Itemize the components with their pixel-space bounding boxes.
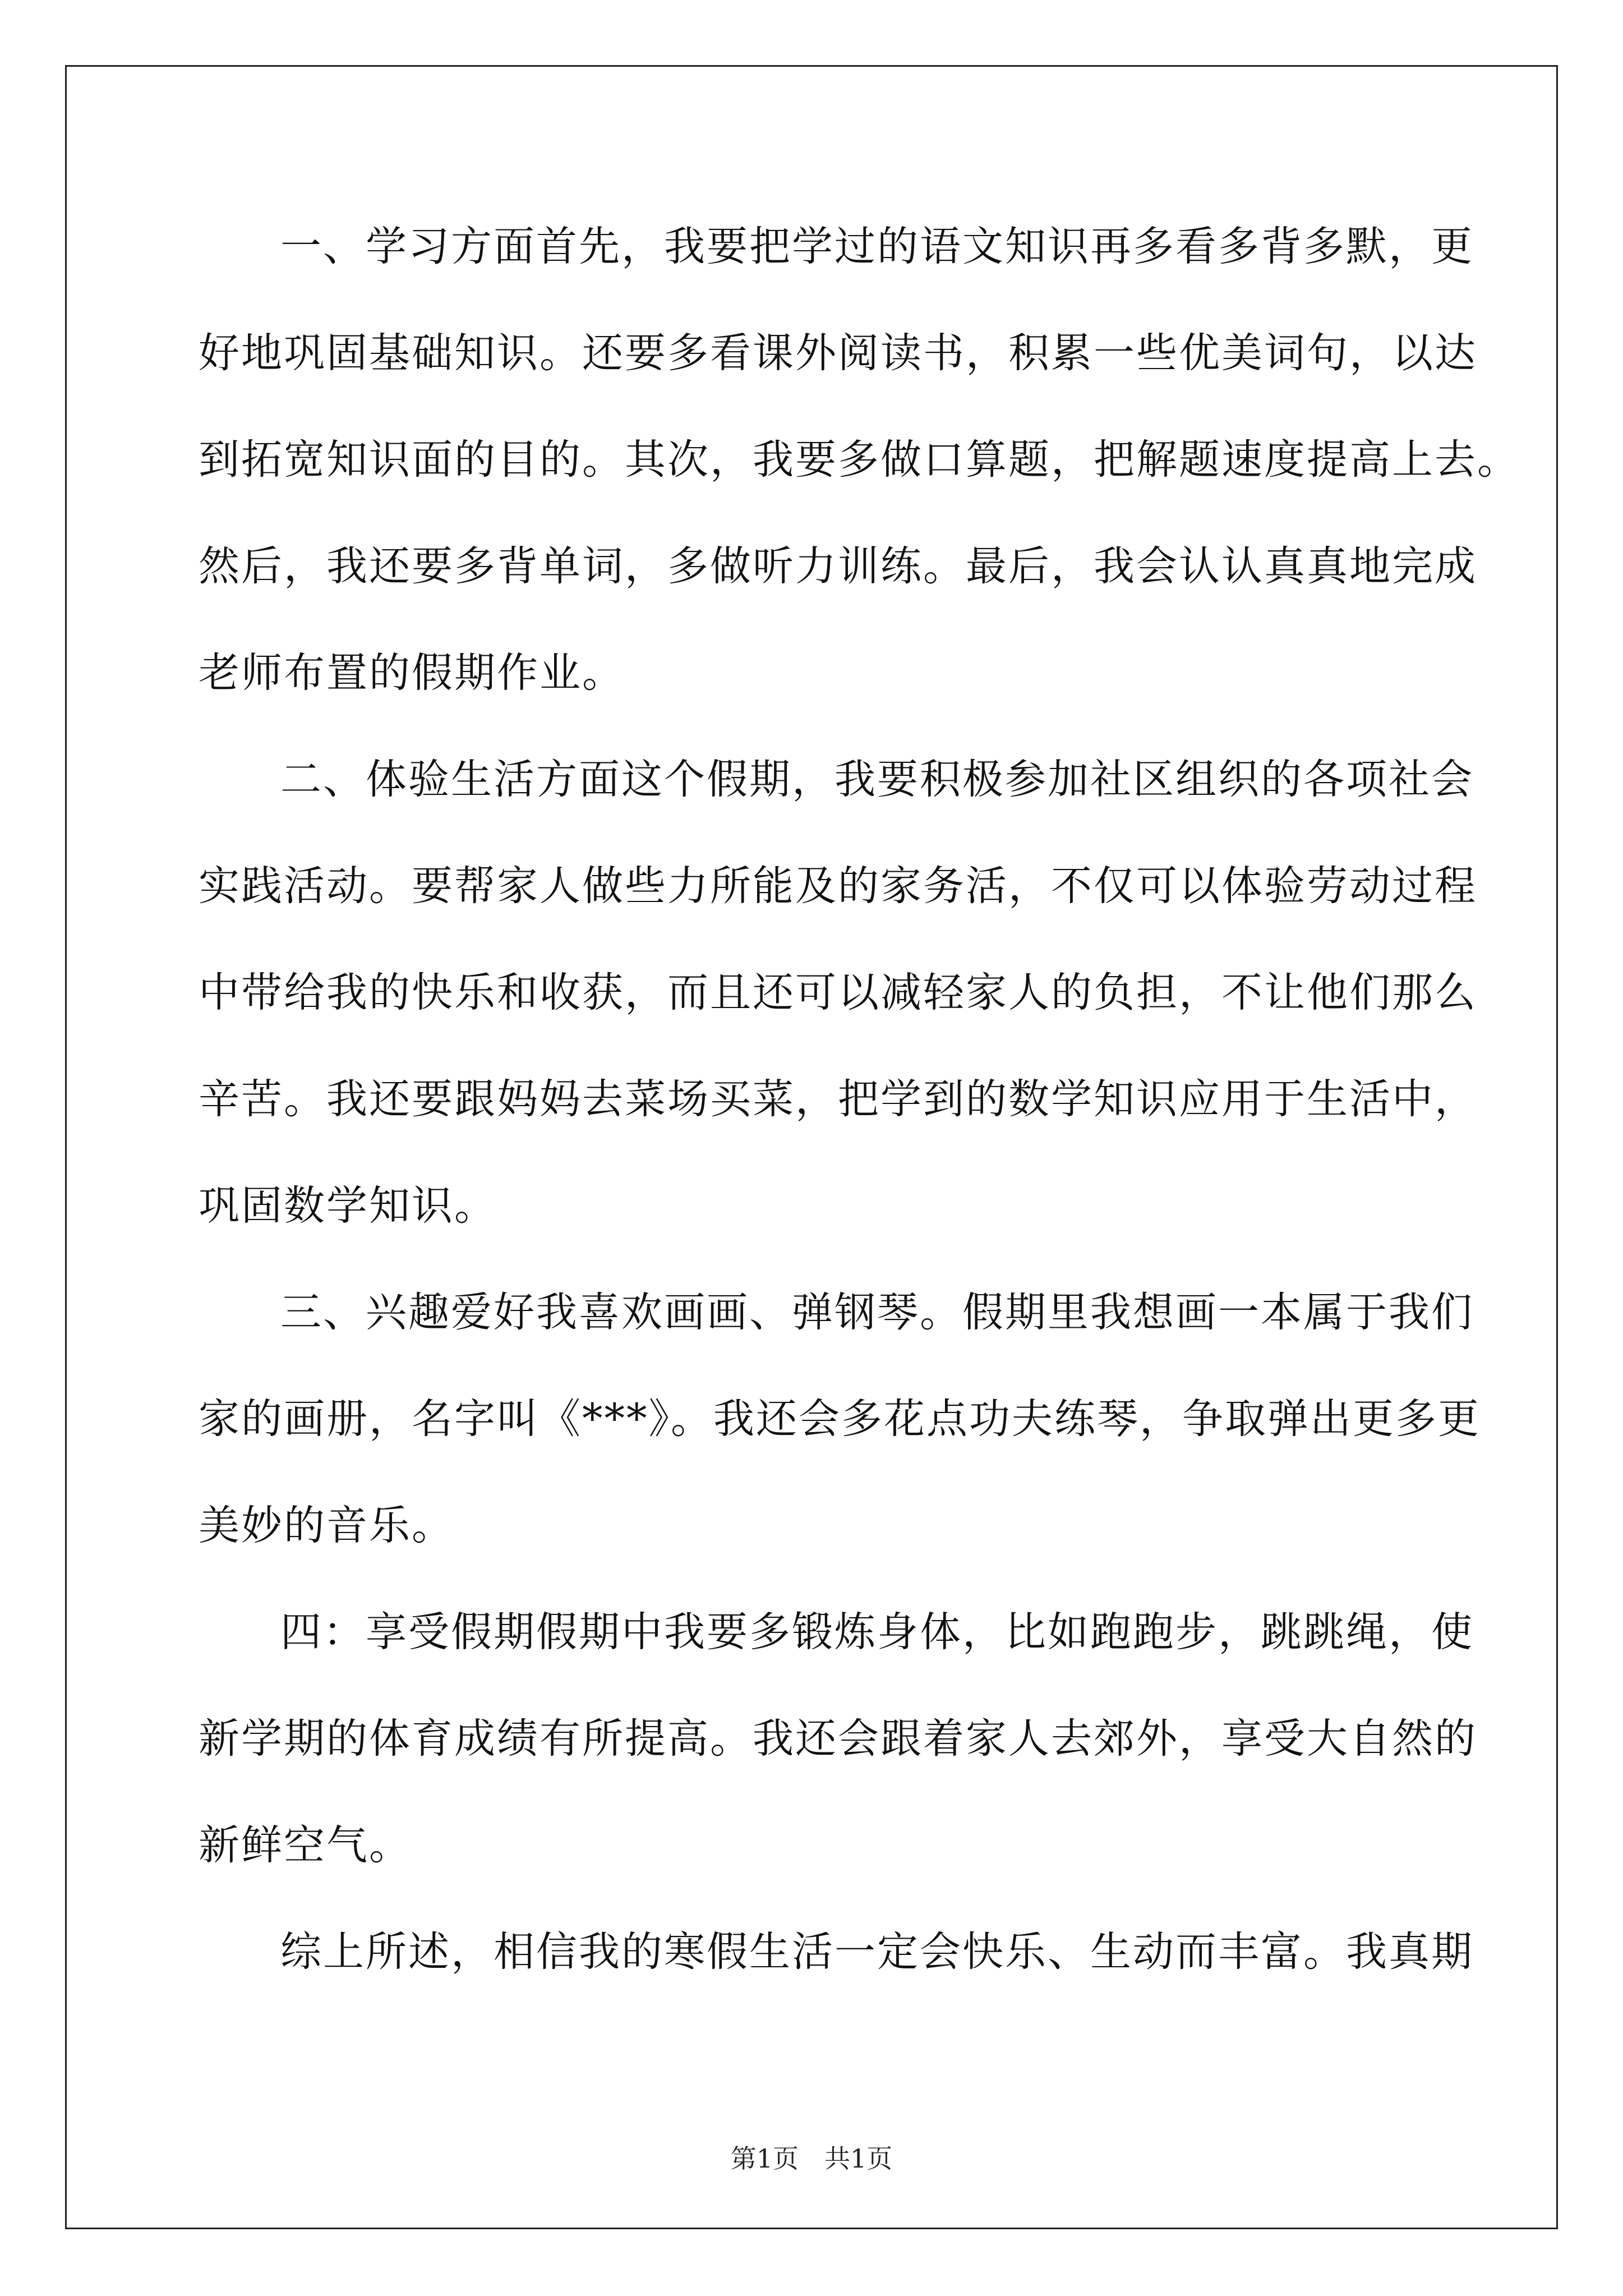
page-number-footer: 第1页 共1页: [730, 2143, 893, 2174]
paragraph-line: 综上所述，相信我的寒假生活一定会快乐、生动而丰富。我真期: [280, 1928, 1474, 1976]
paragraph-line: 三、兴趣爱好我喜欢画画、弹钢琴。假期里我想画一本属于我们: [280, 1289, 1474, 1336]
paragraph-line: 然后，我还要多背单词，多做听力训练。最后，我会认认真真地完成: [199, 542, 1477, 590]
paragraph-line: 巩固数学知识。: [199, 1182, 497, 1230]
paragraph-line: 中带给我的快乐和收获，而且还可以减轻家人的负担，不让他们那么: [199, 969, 1477, 1016]
paragraph-line: 老师布置的假期作业。: [199, 649, 625, 697]
paragraph-line: 四：享受假期假期中我要多锻炼身体，比如跑跑步，跳跳绳，使: [280, 1608, 1474, 1656]
paragraph-line: 新学期的体育成绩有所提高。我还会跟着家人去郊外，享受大自然的: [199, 1715, 1477, 1763]
paragraph-line: 新鲜空气。: [199, 1821, 412, 1869]
paragraph-line: 辛苦。我还要跟妈妈去菜场买菜，把学到的数学知识应用于生活中，: [199, 1075, 1477, 1123]
paragraph-line: 家的画册，名字叫《***》。我还会多花点功夫练琴，争取弹出更多更: [199, 1395, 1481, 1443]
paragraph-line: 实践活动。要帮家人做些力所能及的家务活，不仅可以体验劳动过程: [199, 862, 1477, 910]
paragraph-line: 美妙的音乐。: [199, 1502, 454, 1549]
paragraph-line: 二、体验生活方面这个假期，我要积极参加社区组织的各项社会: [280, 756, 1474, 803]
paragraph-line: 到拓宽知识面的目的。其次，我要多做口算题，把解题速度提高上去。: [199, 436, 1520, 484]
document-body: [199, 214, 1520, 2026]
paragraph-line: 一、学习方面首先，我要把学过的语文知识再多看多背多默，更: [280, 223, 1474, 270]
paragraph-line: 好地巩固基础知识。还要多看课外阅读书，积累一些优美词句，以达: [199, 329, 1477, 377]
